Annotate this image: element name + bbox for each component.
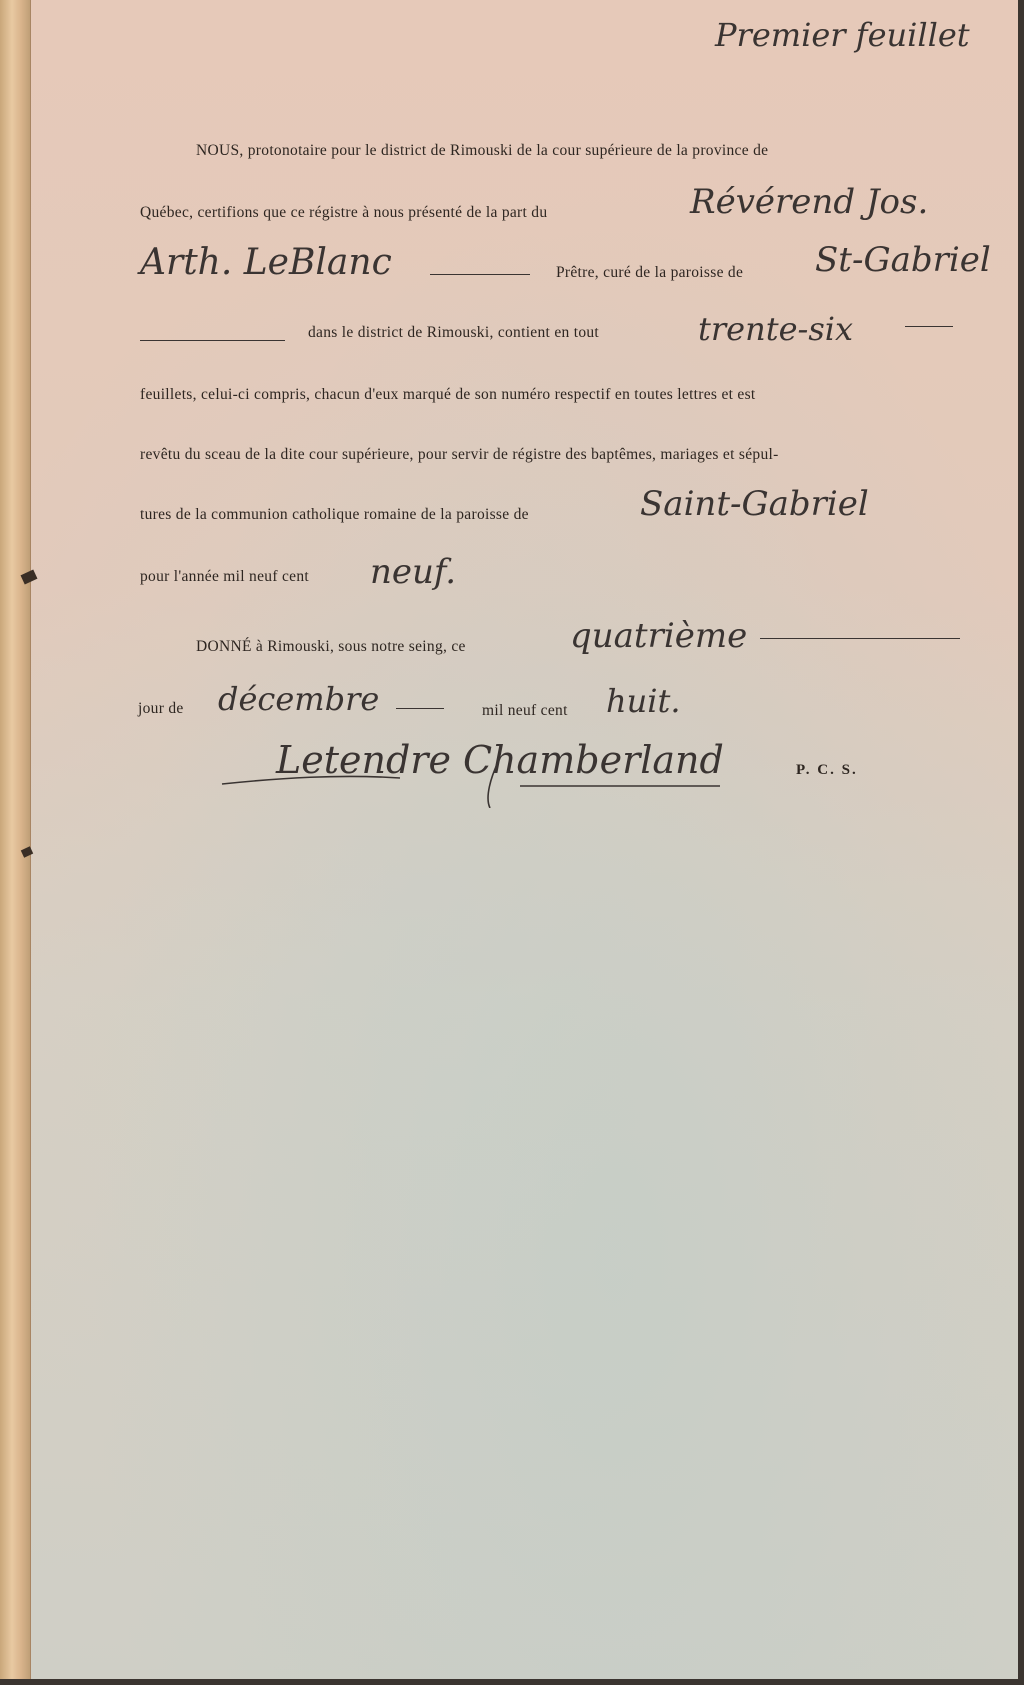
binding-mark: [21, 846, 33, 857]
text-line-1: NOUS, protonotaire pour le district de Rimouski de la cour supérieure de la province de: [196, 142, 769, 159]
text-line-10b: mil neuf cent: [482, 702, 568, 719]
text-line-3: Prêtre, curé de la paroisse de: [556, 264, 744, 281]
signature: [220, 738, 724, 782]
handwritten-year: neuf.: [370, 552, 457, 592]
handwritten-reverend: Révérend Jos.: [690, 182, 929, 222]
title-abbreviation: P. C. S.: [796, 762, 858, 778]
header-note: Premier feuillet: [715, 16, 970, 54]
text-line-7: tures de la communion catholique romaine de la paroisse de: [140, 506, 529, 523]
text-line-4: dans le district de Rimouski, contient en tout: [308, 324, 600, 341]
text-line-10a: jour de: [138, 700, 184, 717]
binding-mark: [21, 570, 38, 585]
page-edge-shadow: [1018, 0, 1024, 1685]
page-edge-shadow: [0, 1679, 1024, 1685]
text-line-9: DONNÉ à Rimouski, sous notre seing, ce: [196, 638, 466, 655]
handwritten-count: trente-six: [698, 310, 854, 348]
handwritten-year-given: huit.: [606, 682, 681, 720]
signature-text: Letendre Chamberland: [276, 738, 724, 782]
handwritten-priest-name: Arth. LeBlanc: [140, 242, 392, 283]
signature-flourish: [220, 738, 780, 808]
handwritten-parish: St-Gabriel: [815, 240, 991, 280]
fill-line: [905, 326, 953, 327]
text-line-2: Québec, certifions que ce régistre à nous présenté de la part du: [140, 204, 548, 221]
handwritten-month: décembre: [218, 680, 380, 718]
handwritten-parish-full: Saint-Gabriel: [640, 484, 869, 524]
page-binding-edge: [0, 0, 31, 1685]
handwritten-day: quatrième: [570, 616, 748, 656]
text-line-6: revêtu du sceau de la dite cour supérieure, pour servir de régistre des baptêmes, mariages et sépul-: [140, 446, 779, 463]
text-line-8: pour l'année mil neuf cent: [140, 568, 309, 585]
fill-line: [396, 708, 444, 709]
fill-line: [430, 274, 530, 275]
fill-line: [760, 638, 960, 639]
text-line-5: feuillets, celui-ci compris, chacun d'eux marqué de son numéro respectif en toutes lettres et est: [140, 386, 756, 403]
fill-line: [140, 340, 285, 341]
